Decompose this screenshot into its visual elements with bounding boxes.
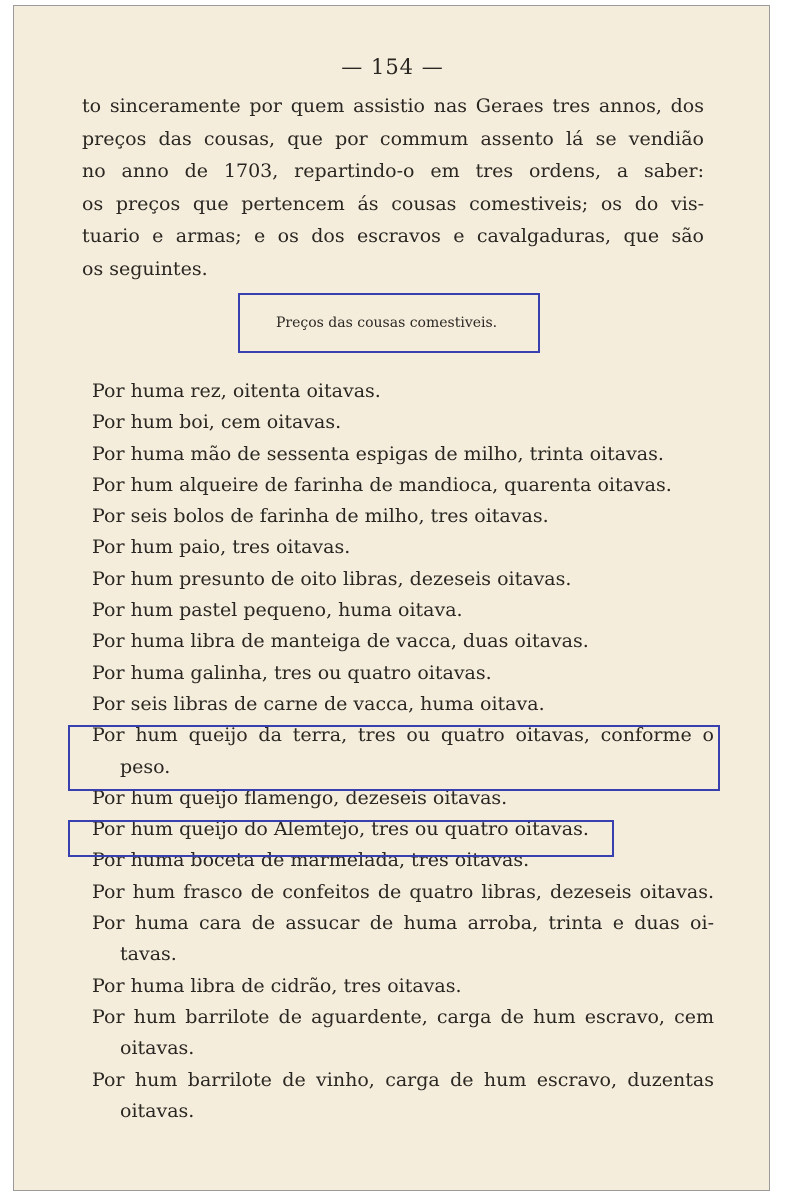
page-number: — 154 — (341, 55, 444, 79)
queijo-alemtejo-highlight-box (68, 820, 614, 857)
list-item: Por huma libra de manteiga de vacca, duas oitavas. (92, 630, 589, 653)
list-item: Por seis bolos de farinha de milho, tres oitavas. (92, 505, 549, 528)
list-item-continuation: peso. (120, 755, 171, 778)
list-item: Por hum queijo flamengo, dezeseis oitavas. (92, 786, 508, 809)
list-item: Por huma galinha, tres ou quatro oitavas. (92, 661, 492, 684)
list-item: Por hum queijo do Alemtejo, tres ou quatro oitavas. (92, 818, 589, 841)
list-item: Por hum barrilote de vinho, carga de hum escravo, duzentas (92, 1068, 714, 1091)
text-line: os seguintes. (82, 257, 208, 280)
list-item: Por hum alqueire de farinha de mandioca, quarenta oitavas. (92, 473, 672, 496)
list-item: Por huma boceta de marmelada, tres oitavas. (92, 849, 530, 872)
list-item: Por hum frasco de confeitos de quatro libras, dezeseis oitavas. (92, 880, 714, 903)
heading-highlight-box (238, 293, 540, 353)
list-item: Por hum paio, tres oitavas. (92, 536, 351, 559)
book-page (13, 5, 770, 1191)
intro-paragraph (82, 90, 704, 285)
list-item: Por hum boi, cem oitavas. (92, 411, 342, 434)
section-heading: Preços das cousas comestiveis. (276, 315, 498, 331)
list-item: Por hum queijo da terra, tres ou quatro oitavas, conforme o (92, 724, 714, 747)
list-item-continuation: tavas. (120, 943, 177, 966)
list-item: Por huma cara de assucar de huma arroba, trinta e duas oi- (92, 912, 714, 935)
list-item: Por hum pastel pequeno, huma oitava. (92, 599, 463, 622)
list-item: Por hum presunto de oito libras, dezeseis oitavas. (92, 567, 572, 590)
text-line: no anno de 1703, repartindo-o em tres ordens, a saber: (82, 160, 704, 182)
list-item: Por hum barrilote de aguardente, carga de hum escravo, cem (92, 1005, 714, 1028)
text-line: to sinceramente por quem assistio nas Geraes tres annos, dos (82, 95, 704, 117)
text-line: tuario e armas; e os dos escravos e cavalgaduras, que são (82, 225, 704, 247)
list-item: Por seis libras de carne de vacca, huma oitava. (92, 692, 545, 715)
text-line: preços das cousas, que por commum assento lá se vendião (82, 127, 704, 150)
list-item: Por huma rez, oitenta oitavas. (92, 380, 381, 402)
list-item: Por huma mão de sessenta espigas de milho, trinta oitavas. (92, 442, 664, 465)
list-item: Por huma libra de cidrão, tres oitavas. (92, 974, 462, 997)
list-item-continuation: oitavas. (120, 1099, 195, 1122)
text-line: os preços que pertencem ás cousas comestiveis; os do vis- (82, 192, 704, 215)
queijo-da-terra-highlight-box (68, 725, 720, 791)
list-item-continuation: oitavas. (120, 1037, 195, 1060)
